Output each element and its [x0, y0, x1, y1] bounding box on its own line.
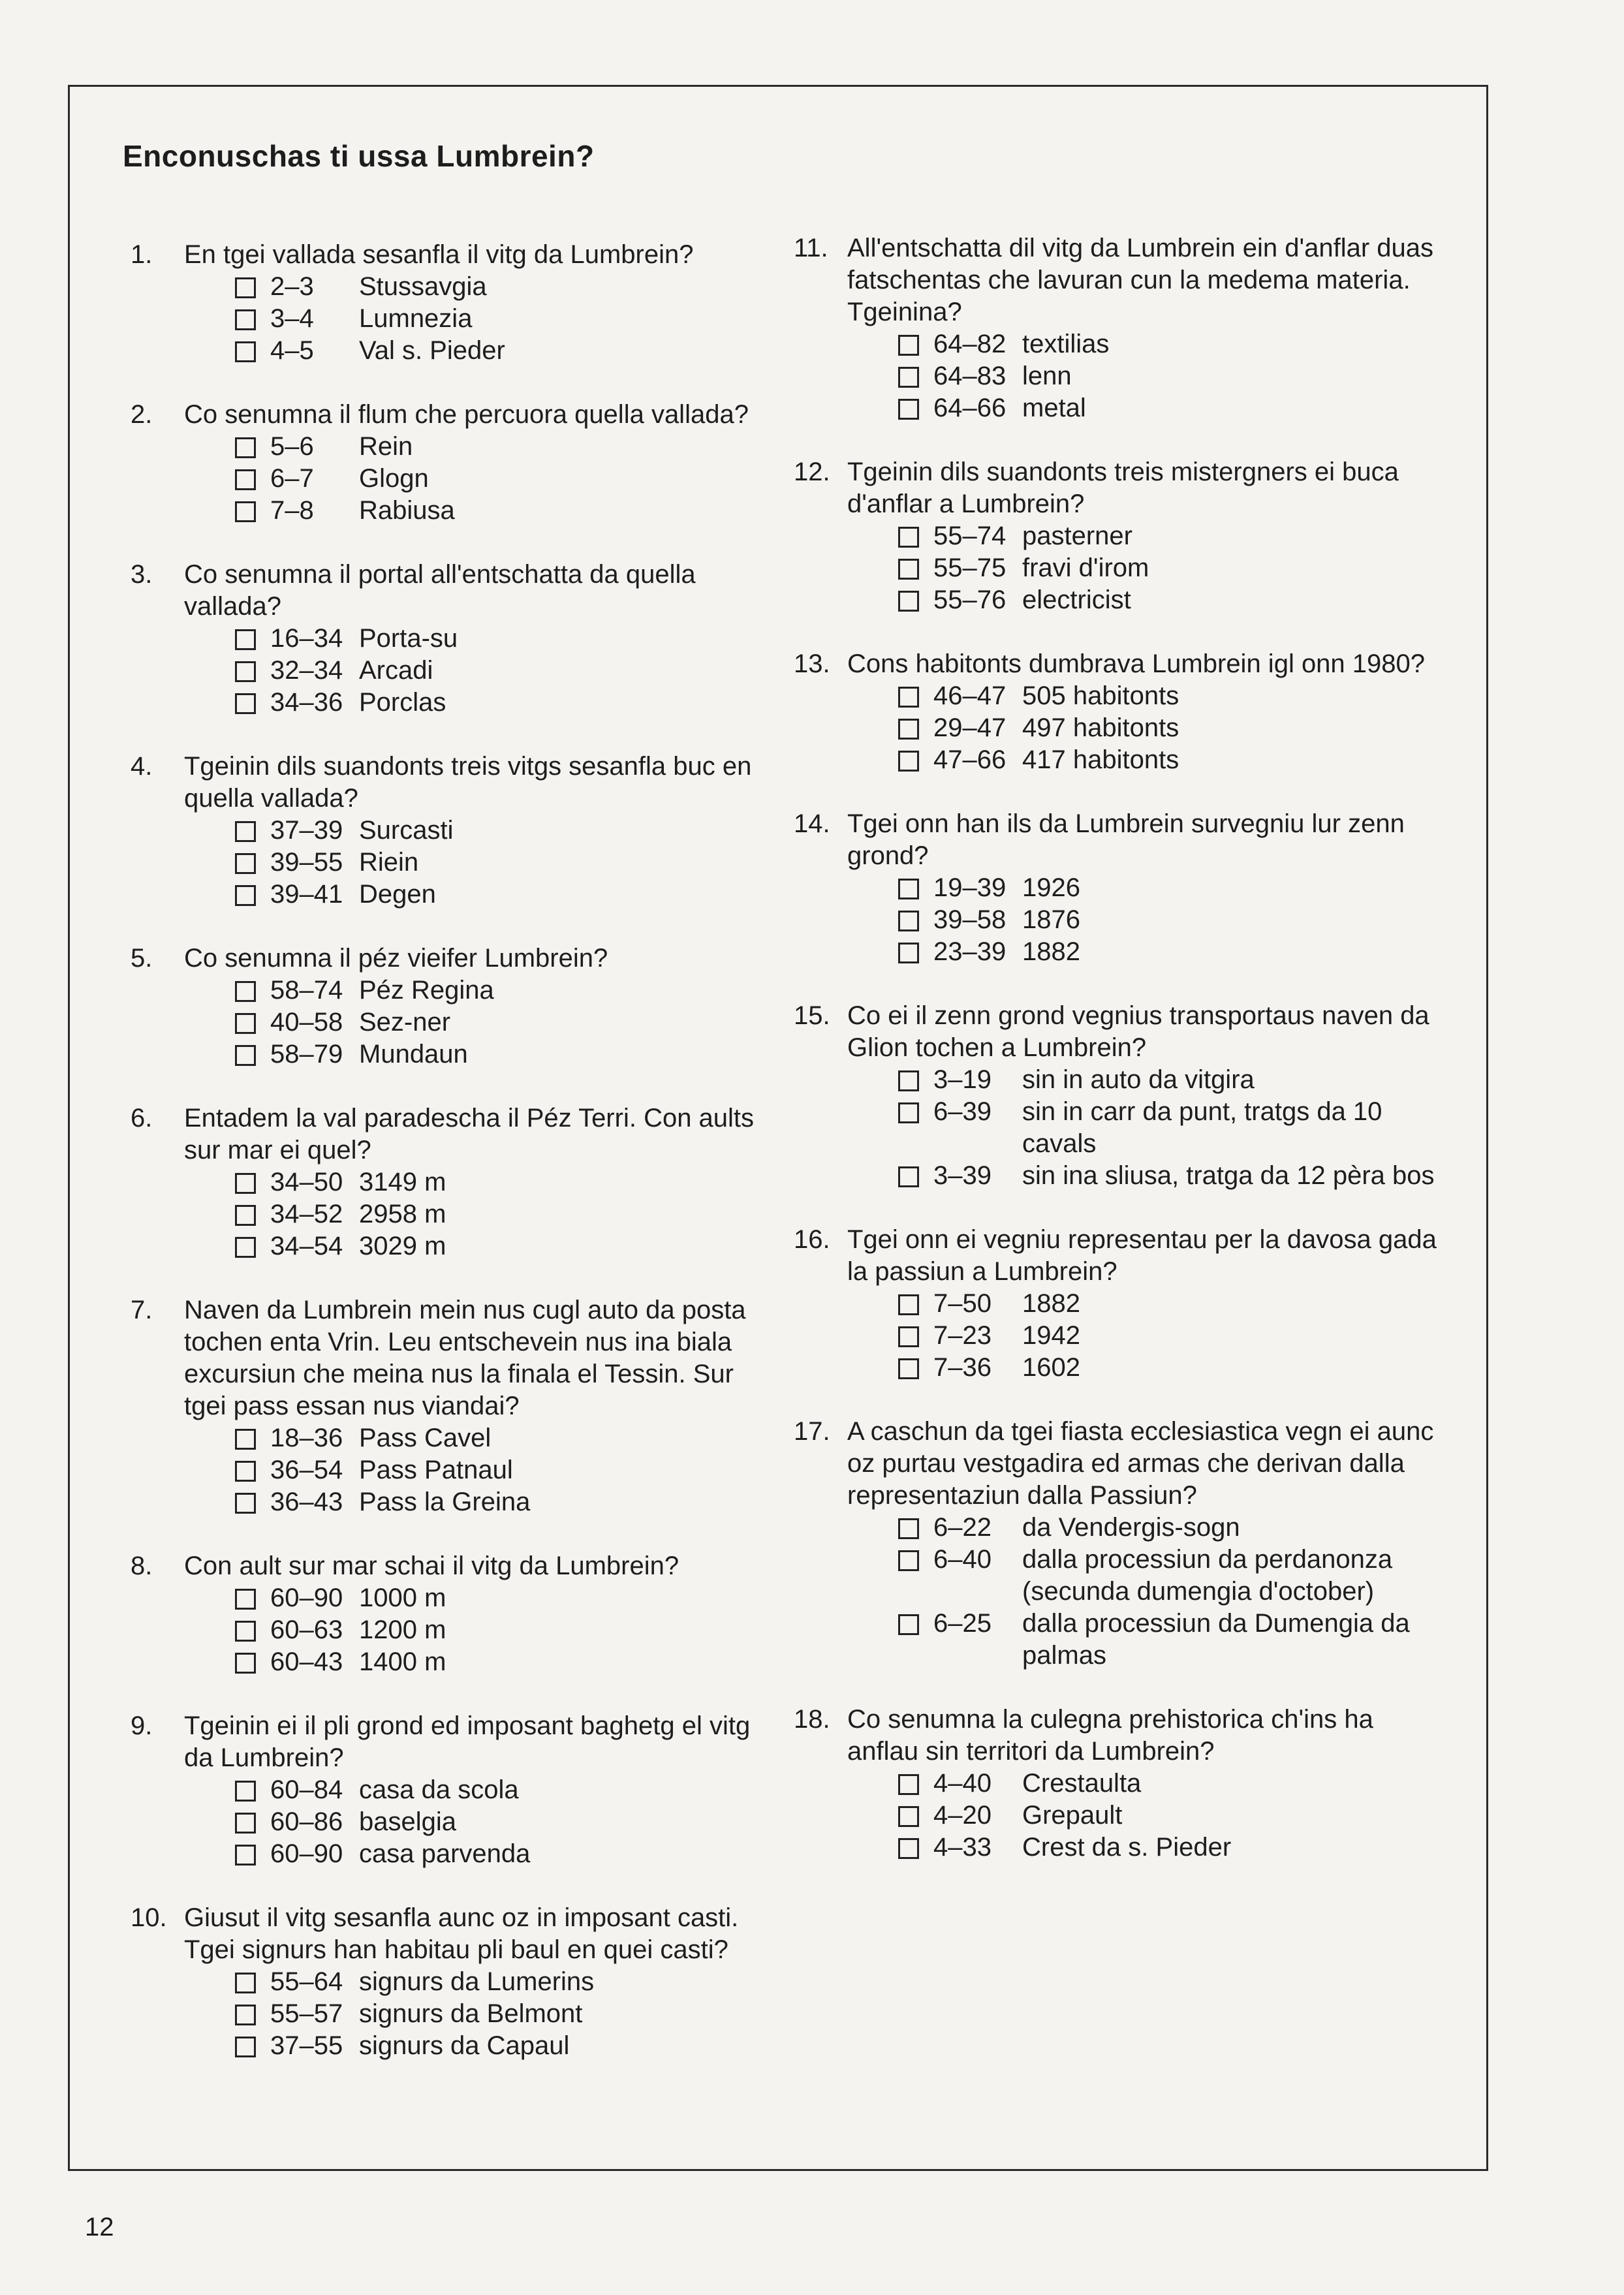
question-16 [794, 1224, 1440, 1384]
answer-checkbox[interactable] [898, 1326, 919, 1347]
question-5 [131, 943, 770, 1070]
answer-checkbox[interactable] [898, 751, 919, 772]
question-number: 8. [131, 1552, 153, 1580]
answer-options [898, 1064, 1440, 1192]
answer-text: Crest da s. Pieder [1022, 1833, 1232, 1862]
answer-checkbox[interactable] [898, 719, 919, 740]
answer-text: sin ina sliusa, tratga da 12 pèra bos [1022, 1161, 1435, 1190]
answer-code: 7–8 [270, 496, 314, 525]
question-14 [794, 808, 1440, 968]
answer-text: 1602 [1022, 1353, 1080, 1382]
answer-option [235, 623, 770, 655]
answer-checkbox[interactable] [235, 1845, 256, 1866]
answer-code: 3–39 [933, 1161, 992, 1190]
question-6 [131, 1102, 770, 1262]
answer-text: Rabiusa [359, 496, 455, 525]
question-number: 5. [131, 944, 153, 973]
answer-text: Riein [359, 848, 419, 877]
answer-text: Val s. Pieder [359, 336, 505, 365]
answer-text: 1882 [1022, 937, 1080, 966]
answer-option [898, 744, 1440, 776]
answer-checkbox[interactable] [898, 943, 919, 963]
answer-checkbox[interactable] [235, 469, 256, 490]
question-number: 18. [794, 1705, 830, 1734]
answer-option [235, 1806, 770, 1838]
answer-option [235, 1774, 770, 1806]
answer-code: 55–64 [270, 1967, 343, 1996]
answer-text: fravi d'irom [1022, 554, 1149, 582]
answer-option [235, 975, 770, 1007]
answer-checkbox[interactable] [235, 1173, 256, 1194]
answer-text: electricist [1022, 585, 1131, 614]
answer-code: 2–3 [270, 272, 314, 301]
answer-text: 1000 m [359, 1584, 446, 1612]
answer-code: 32–34 [270, 656, 343, 685]
question-11 [794, 232, 1440, 424]
question-text: A caschun da tgei fiasta ecclesiastica vegn ei aunc oz purtau vestgadira ed armas che derivan dalla representaziun dalla Passiun? [847, 1417, 1434, 1510]
answer-option [898, 1096, 1440, 1160]
answer-option [898, 712, 1440, 744]
question-15 [794, 1000, 1440, 1192]
answer-option [898, 1768, 1440, 1800]
answer-checkbox[interactable] [898, 1550, 919, 1571]
answer-code: 39–55 [270, 848, 343, 877]
answer-text: 2958 m [359, 1200, 446, 1228]
answer-option [898, 1352, 1440, 1384]
answer-option [235, 335, 770, 367]
answer-code: 58–79 [270, 1040, 343, 1069]
answer-code: 55–57 [270, 1999, 343, 2028]
answer-code: 36–54 [270, 1456, 343, 1484]
answer-text: Stussavgia [359, 272, 487, 301]
question-number: 10. [131, 1903, 167, 1932]
question-1 [131, 239, 770, 367]
answer-checkbox[interactable] [898, 367, 919, 388]
answer-options [898, 680, 1440, 776]
answer-option [235, 1422, 770, 1454]
answer-option [898, 1288, 1440, 1320]
answer-text: Porta-su [359, 624, 458, 653]
answer-text: casa da scola [359, 1775, 519, 1804]
answer-checkbox[interactable] [898, 399, 919, 420]
question-number: 4. [131, 752, 153, 781]
question-number: 3. [131, 560, 153, 589]
question-number: 15. [794, 1001, 830, 1030]
answer-option [235, 815, 770, 847]
answer-text: Arcadi [359, 656, 433, 685]
answer-checkbox[interactable] [235, 693, 256, 714]
answer-option [898, 552, 1440, 584]
answer-code: 64–66 [933, 394, 1007, 422]
answer-option [898, 1608, 1440, 1672]
answer-code: 40–58 [270, 1008, 343, 1037]
question-number: 11. [794, 234, 828, 262]
answer-code: 47–66 [933, 745, 1007, 774]
answer-text: textilias [1022, 330, 1110, 358]
answer-text: Porclas [359, 688, 446, 717]
answer-text: Glogn [359, 464, 429, 493]
answer-options [235, 1582, 770, 1678]
answer-text: Lumnezia [359, 304, 473, 333]
answer-checkbox[interactable] [235, 821, 256, 842]
question-10 [131, 1902, 770, 2062]
answer-checkbox[interactable] [235, 1589, 256, 1610]
answer-option [898, 680, 1440, 712]
question-text: Con ault sur mar schai il vitg da Lumbrein? [184, 1552, 679, 1580]
question-number: 14. [794, 809, 830, 838]
answer-code: 60–86 [270, 1807, 343, 1836]
answer-code: 60–84 [270, 1775, 343, 1804]
answer-code: 60–90 [270, 1584, 343, 1612]
answer-text: Surcasti [359, 816, 454, 845]
answer-code: 3–4 [270, 304, 314, 333]
answer-code: 55–75 [933, 554, 1007, 582]
answer-checkbox[interactable] [898, 1774, 919, 1795]
answer-code: 64–82 [933, 330, 1007, 358]
answer-options [898, 1512, 1440, 1672]
question-text: Tgei onn ei vegniu representau per la davosa gada la passiun a Lumbrein? [847, 1225, 1437, 1286]
answer-code: 29–47 [933, 713, 1007, 742]
answer-text: Pass Patnaul [359, 1456, 513, 1484]
answer-text: signurs da Lumerins [359, 1967, 595, 1996]
answer-options [235, 1966, 770, 2062]
question-12 [794, 456, 1440, 616]
answer-option [898, 520, 1440, 552]
answer-option [235, 431, 770, 463]
answer-option [898, 392, 1440, 424]
answer-text: signurs da Belmont [359, 1999, 583, 2028]
answer-option [235, 1966, 770, 1998]
question-number: 2. [131, 400, 153, 429]
answer-option [235, 463, 770, 495]
answer-code: 60–63 [270, 1616, 343, 1644]
answer-option [898, 1160, 1440, 1192]
question-text: Cons habitonts dumbrava Lumbrein igl onn 1980? [847, 649, 1426, 678]
answer-text: casa parvenda [359, 1839, 531, 1868]
answer-option [235, 1838, 770, 1870]
answer-checkbox[interactable] [235, 1493, 256, 1514]
answer-text: 497 habitonts [1022, 713, 1179, 742]
answer-code: 7–23 [933, 1321, 992, 1350]
answer-code: 64–83 [933, 362, 1007, 390]
question-9 [131, 1710, 770, 1870]
answer-checkbox[interactable] [235, 1205, 256, 1226]
answer-text: signurs da Capaul [359, 2031, 570, 2060]
answer-checkbox[interactable] [235, 1813, 256, 1834]
answer-option [898, 936, 1440, 968]
answer-code: 34–50 [270, 1168, 343, 1196]
answer-code: 4–33 [933, 1833, 992, 1862]
answer-checkbox[interactable] [235, 981, 256, 1002]
answer-text: 1200 m [359, 1616, 446, 1644]
question-4 [131, 751, 770, 911]
answer-checkbox[interactable] [898, 1518, 919, 1539]
page-number: 12 [85, 2213, 114, 2241]
answer-checkbox[interactable] [235, 277, 256, 298]
answer-option [235, 655, 770, 687]
answer-code: 55–76 [933, 585, 1007, 614]
answer-code: 34–52 [270, 1200, 343, 1228]
answer-option [235, 495, 770, 527]
answer-options [898, 1768, 1440, 1864]
answer-text: Rein [359, 432, 413, 461]
answer-text: Pass Cavel [359, 1424, 492, 1452]
answer-options [235, 975, 770, 1070]
answer-code: 6–22 [933, 1513, 992, 1542]
answer-option [898, 1800, 1440, 1832]
answer-text: 1942 [1022, 1321, 1080, 1350]
question-3 [131, 559, 770, 719]
answer-text: Grepault [1022, 1801, 1123, 1830]
answer-checkbox[interactable] [898, 1838, 919, 1859]
question-18 [794, 1704, 1440, 1864]
question-number: 16. [794, 1225, 830, 1254]
answer-checkbox[interactable] [235, 1781, 256, 1802]
answer-text: 1882 [1022, 1289, 1080, 1318]
answer-option [235, 1582, 770, 1614]
answer-code: 34–54 [270, 1232, 343, 1260]
answer-option [898, 328, 1440, 360]
answer-checkbox[interactable] [898, 335, 919, 356]
answer-options [235, 431, 770, 527]
answer-option [898, 1320, 1440, 1352]
answer-text: Mundaun [359, 1040, 468, 1069]
answer-option [235, 1486, 770, 1518]
answer-checkbox[interactable] [898, 1806, 919, 1827]
question-number: 6. [131, 1104, 153, 1132]
answer-code: 16–34 [270, 624, 343, 653]
answer-option [235, 1038, 770, 1070]
answer-checkbox[interactable] [235, 437, 256, 458]
answer-text: pasterner [1022, 522, 1132, 550]
answer-option [898, 1512, 1440, 1544]
answer-options [235, 271, 770, 367]
answer-code: 36–43 [270, 1488, 343, 1516]
answer-text: sin in carr da punt, tratgs da 10 cavals [1022, 1097, 1382, 1158]
answer-option [235, 1166, 770, 1198]
answer-checkbox[interactable] [235, 1461, 256, 1482]
answer-text: dalla processiun da perdanonza (secunda dumengia d'october) [1022, 1545, 1393, 1606]
answer-checkbox[interactable] [898, 687, 919, 708]
question-number: 12. [794, 458, 830, 486]
answer-option [235, 1007, 770, 1038]
question-7 [131, 1294, 770, 1518]
answer-option [898, 1832, 1440, 1864]
answer-code: 4–40 [933, 1769, 992, 1798]
answer-option [898, 872, 1440, 904]
answer-code: 37–55 [270, 2031, 343, 2060]
answer-text: 1926 [1022, 873, 1080, 902]
answer-options [898, 872, 1440, 968]
answer-option [235, 1454, 770, 1486]
answer-checkbox[interactable] [235, 1013, 256, 1034]
answer-options [898, 520, 1440, 616]
answer-checkbox[interactable] [235, 1045, 256, 1066]
question-text: Co senumna il péz vieifer Lumbrein? [184, 944, 608, 973]
question-text: Tgeinin dils suandonts treis mistergners ei buca d'anflar a Lumbrein? [847, 458, 1399, 518]
left-column [131, 239, 770, 2094]
answer-checkbox[interactable] [235, 2037, 256, 2057]
answer-option [235, 687, 770, 719]
answer-option [898, 1064, 1440, 1096]
answer-code: 34–36 [270, 688, 343, 717]
answer-checkbox[interactable] [235, 661, 256, 682]
answer-code: 37–39 [270, 816, 343, 845]
answer-code: 23–39 [933, 937, 1007, 966]
question-text: Co senumna il portal all'entschatta da quella vallada? [184, 560, 696, 621]
answer-text: sin in auto da vitgira [1022, 1065, 1255, 1094]
answer-option [898, 1544, 1440, 1608]
answer-option [235, 1230, 770, 1262]
answer-code: 6–39 [933, 1097, 992, 1126]
answer-text: 3029 m [359, 1232, 446, 1260]
question-13 [794, 648, 1440, 776]
answer-options [235, 1774, 770, 1870]
question-2 [131, 399, 770, 527]
answer-option [898, 904, 1440, 936]
question-text: Giusut il vitg sesanfla aunc oz in imposant casti. Tgei signurs han habitau pli baul en quei casti? [184, 1903, 739, 1964]
answer-checkbox[interactable] [898, 1614, 919, 1635]
answer-text: Degen [359, 880, 436, 909]
question-text: Tgei onn han ils da Lumbrein survegniu lur zenn grond? [847, 809, 1405, 870]
answer-checkbox[interactable] [235, 1429, 256, 1450]
answer-checkbox[interactable] [235, 309, 256, 330]
answer-options [235, 1166, 770, 1262]
answer-checkbox[interactable] [235, 1237, 256, 1258]
answer-checkbox[interactable] [235, 885, 256, 906]
answer-text: Sez-ner [359, 1008, 451, 1037]
answer-text: 1876 [1022, 905, 1080, 934]
answer-code: 5–6 [270, 432, 314, 461]
answer-option [235, 2030, 770, 2062]
answer-text: 417 habitonts [1022, 745, 1179, 774]
answer-option [235, 1198, 770, 1230]
answer-checkbox[interactable] [235, 341, 256, 362]
answer-text: metal [1022, 394, 1086, 422]
answer-code: 58–74 [270, 976, 343, 1005]
answer-checkbox[interactable] [235, 1621, 256, 1642]
answer-checkbox[interactable] [235, 501, 256, 522]
answer-checkbox[interactable] [898, 911, 919, 931]
answer-text: Péz Regina [359, 976, 494, 1005]
question-text: En tgei vallada sesanfla il vitg da Lumbrein? [184, 240, 694, 269]
answer-text: 3149 m [359, 1168, 446, 1196]
answer-options [235, 623, 770, 719]
answer-code: 4–5 [270, 336, 314, 365]
answer-code: 18–36 [270, 1424, 343, 1452]
answer-option [235, 1998, 770, 2030]
answer-text: 505 habitonts [1022, 681, 1179, 710]
question-text: Naven da Lumbrein mein nus cugl auto da posta tochen enta Vrin. Leu entschevein nus ina biala excursiun che meina nus la finala el Tessin. Sur tgei pass essan nus viandai? [184, 1296, 746, 1420]
question-text: Tgeinin ei il pli grond ed imposant baghetg el vitg da Lumbrein? [184, 1711, 751, 1772]
question-number: 17. [794, 1417, 830, 1446]
answer-options [235, 815, 770, 911]
question-number: 1. [131, 240, 153, 269]
answer-code: 60–43 [270, 1647, 343, 1676]
answer-option [235, 879, 770, 911]
answer-option [235, 1646, 770, 1678]
answer-code: 6–40 [933, 1545, 992, 1574]
answer-text: baselgia [359, 1807, 457, 1836]
answer-code: 19–39 [933, 873, 1007, 902]
question-text: Co senumna il flum che percuora quella vallada? [184, 400, 749, 429]
answer-checkbox[interactable] [235, 1973, 256, 1993]
question-text: Entadem la val paradescha il Péz Terri. Con aults sur mar ei quel? [184, 1104, 755, 1164]
answer-checkbox[interactable] [235, 2005, 256, 2025]
answer-option [898, 584, 1440, 616]
answer-checkbox[interactable] [898, 1070, 919, 1091]
answer-checkbox[interactable] [898, 559, 919, 580]
answer-code: 60–90 [270, 1839, 343, 1868]
question-number: 13. [794, 649, 830, 678]
answer-code: 39–41 [270, 880, 343, 909]
answer-text: Pass la Greina [359, 1488, 531, 1516]
answer-option [235, 303, 770, 335]
answer-text: dalla processiun da Dumengia da palmas [1022, 1609, 1410, 1670]
question-number: 7. [131, 1296, 153, 1324]
answer-checkbox[interactable] [898, 1166, 919, 1187]
answer-checkbox[interactable] [898, 1102, 919, 1123]
right-column [794, 232, 1440, 1896]
question-text: Tgeinin dils suandonts treis vitgs sesanfla buc en quella vallada? [184, 752, 752, 813]
answer-checkbox[interactable] [898, 527, 919, 548]
answer-option [235, 271, 770, 303]
question-8 [131, 1550, 770, 1678]
question-17 [794, 1416, 1440, 1672]
answer-text: da Vendergis-sogn [1022, 1513, 1240, 1542]
answer-option [898, 360, 1440, 392]
answer-options [898, 1288, 1440, 1384]
answer-checkbox[interactable] [898, 879, 919, 899]
answer-text: Crestaulta [1022, 1769, 1142, 1798]
question-text: Co senumna la culegna prehistorica ch'ins ha anflau sin territori da Lumbrein? [847, 1705, 1373, 1766]
question-text: All'entschatta dil vitg da Lumbrein ein d'anflar duas fatschentas che lavuran cun la medema materia. Tgeinina? [847, 234, 1434, 326]
answer-option [235, 1614, 770, 1646]
answer-checkbox[interactable] [235, 853, 256, 874]
answer-checkbox[interactable] [898, 1294, 919, 1315]
answer-option [235, 847, 770, 879]
question-number: 9. [131, 1711, 153, 1740]
answer-checkbox[interactable] [898, 591, 919, 612]
answer-code: 6–7 [270, 464, 314, 493]
answer-code: 46–47 [933, 681, 1007, 710]
answer-checkbox[interactable] [235, 1653, 256, 1674]
answer-checkbox[interactable] [235, 629, 256, 650]
answer-checkbox[interactable] [898, 1358, 919, 1379]
answer-code: 55–74 [933, 522, 1007, 550]
answer-code: 7–50 [933, 1289, 992, 1318]
answer-text: lenn [1022, 362, 1072, 390]
answer-text: 1400 m [359, 1647, 446, 1676]
answer-options [898, 328, 1440, 424]
answer-code: 39–58 [933, 905, 1007, 934]
answer-code: 4–20 [933, 1801, 992, 1830]
answer-code: 3–19 [933, 1065, 992, 1094]
answer-code: 7–36 [933, 1353, 992, 1382]
answer-code: 6–25 [933, 1609, 992, 1638]
page-title: Enconuschas ti ussa Lumbrein? [123, 139, 595, 173]
answer-options [235, 1422, 770, 1518]
question-text: Co ei il zenn grond vegnius transportaus naven da Glion tochen a Lumbrein? [847, 1001, 1429, 1062]
